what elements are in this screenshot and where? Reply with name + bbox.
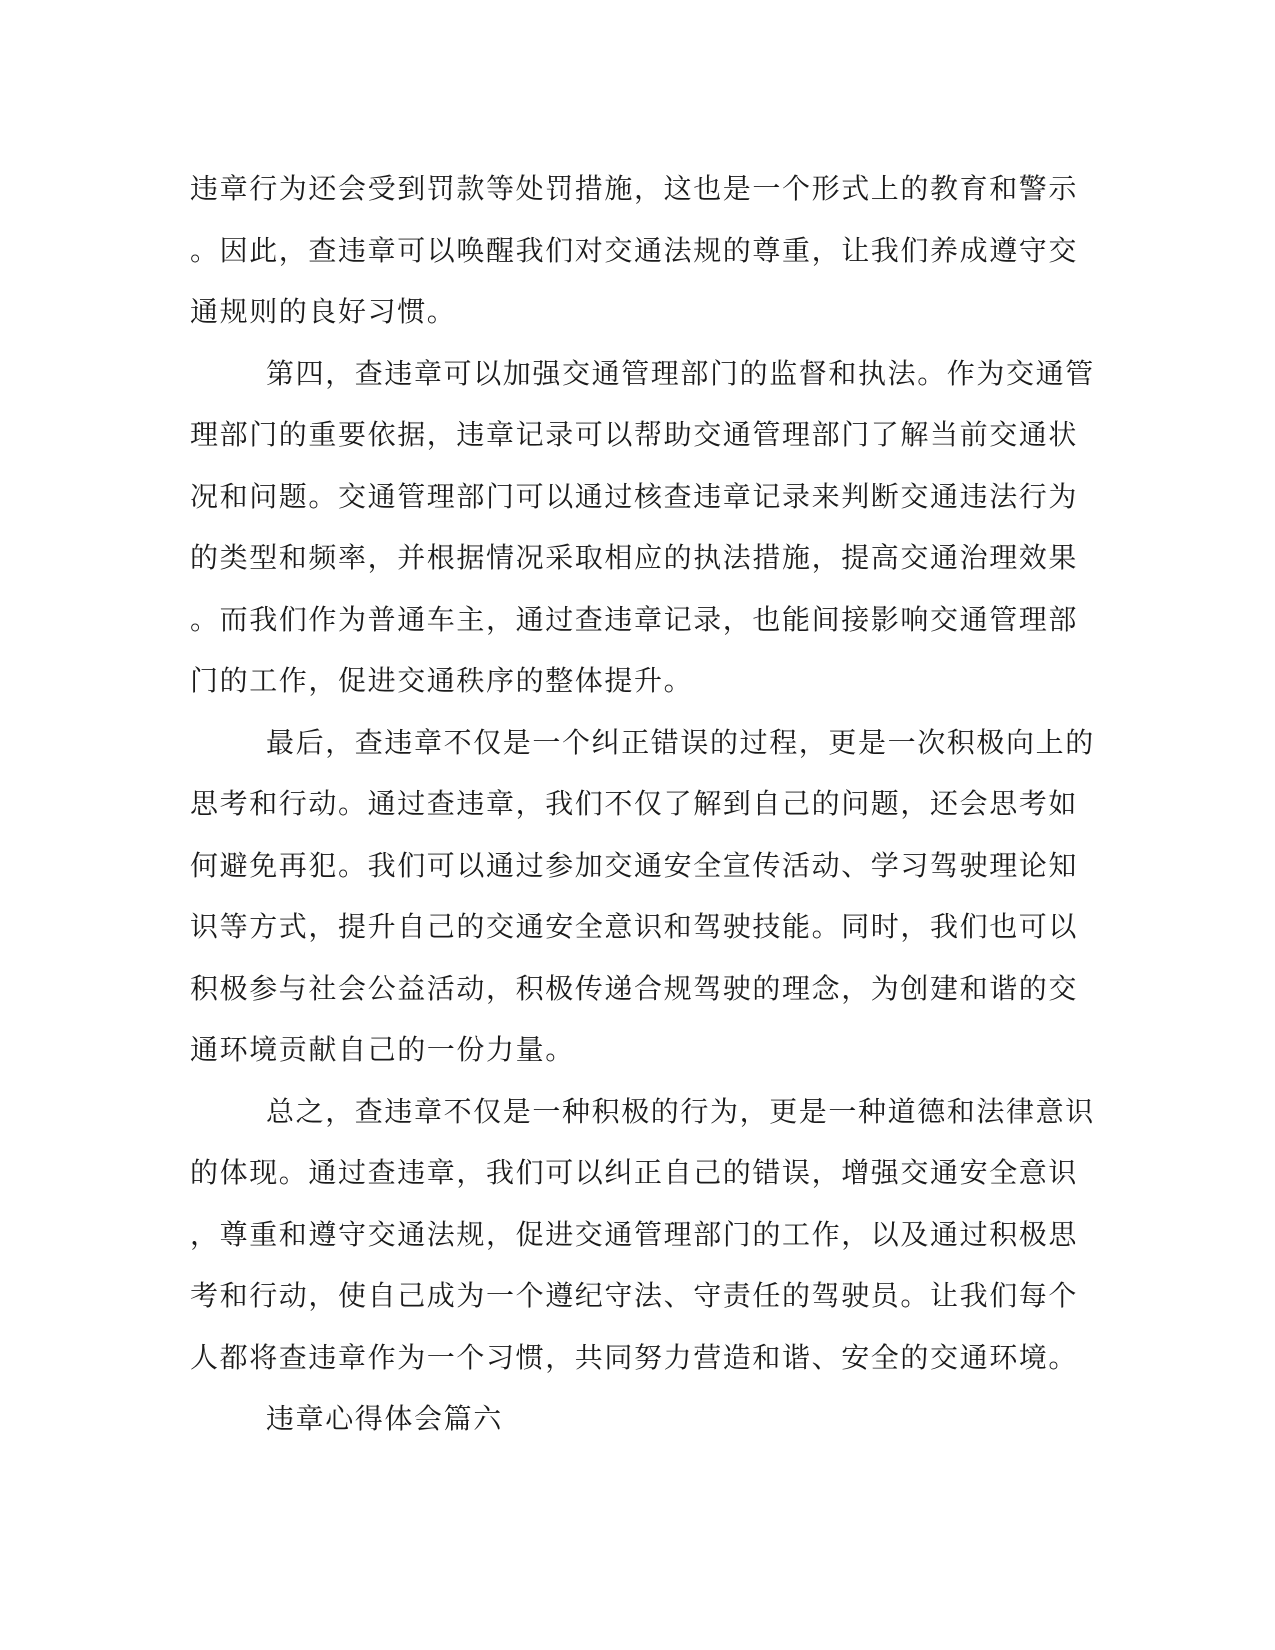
text-line: 门的工作，促进交通秩序的整体提升。 (190, 664, 694, 697)
paragraph-2 (190, 343, 1095, 712)
heading-line: 违章心得体会篇六 (266, 1402, 503, 1435)
paragraph-3 (190, 712, 1095, 1081)
text-line: 况和问题。交通管理部门可以通过核查违章记录来判断交通违法行为 (190, 479, 1079, 513)
text-line: 最后，查违章不仅是一个纠正错误的过程，更是一次积极向上的 (266, 725, 1095, 759)
paragraph-1 (190, 158, 1079, 343)
text-line: 思考和行动。通过查违章，我们不仅了解到自己的问题，还会思考如 (190, 787, 1079, 820)
text-line: 的体现。通过查违章，我们可以纠正自己的错误，增强交通安全意识 (190, 1156, 1079, 1189)
document-body (190, 158, 1095, 1450)
text-line: 违章行为还会受到罚款等处罚措施，这也是一个形式上的教育和警示 (190, 172, 1079, 205)
text-line: 理部门的重要依据，违章记录可以帮助交通管理部门了解当前交通状 (190, 418, 1079, 451)
text-line: 何避免再犯。我们可以通过参加交通安全宣传活动、学习驾驶理论知 (190, 848, 1079, 882)
text-line: 积极参与社会公益活动，积极传递合规驾驶的理念，为创建和谐的交 (190, 971, 1079, 1005)
text-line: 通环境贡献自己的一份力量。 (190, 1033, 575, 1066)
text-line: ，尊重和遵守交通法规，促进交通管理部门的工作，以及通过积极思 (190, 1217, 1079, 1251)
text-line: 。因此，查违章可以唤醒我们对交通法规的尊重，让我们养成遵守交 (190, 233, 1079, 267)
text-line: 考和行动，使自己成为一个遵纪守法、守责任的驾驶员。让我们每个 (190, 1279, 1079, 1312)
text-line: 。而我们作为普通车主，通过查违章记录，也能间接影响交通管理部 (190, 602, 1079, 636)
paragraph-4 (190, 1081, 1095, 1389)
text-line: 通规则的良好习惯。 (190, 295, 457, 328)
text-line: 第四，查违章可以加强交通管理部门的监督和执法。作为交通管 (266, 356, 1095, 390)
text-line: 识等方式，提升自己的交通安全意识和驾驶技能。同时，我们也可以 (190, 910, 1079, 943)
text-line: 的类型和频率，并根据情况采取相应的执法措施，提高交通治理效果 (190, 541, 1079, 574)
text-line: 人都将查违章作为一个习惯，共同努力营造和谐、安全的交通环境。 (190, 1340, 1079, 1374)
text-line: 总之，查违章不仅是一种积极的行为，更是一种道德和法律意识 (266, 1094, 1095, 1128)
section-heading (190, 1388, 1070, 1450)
